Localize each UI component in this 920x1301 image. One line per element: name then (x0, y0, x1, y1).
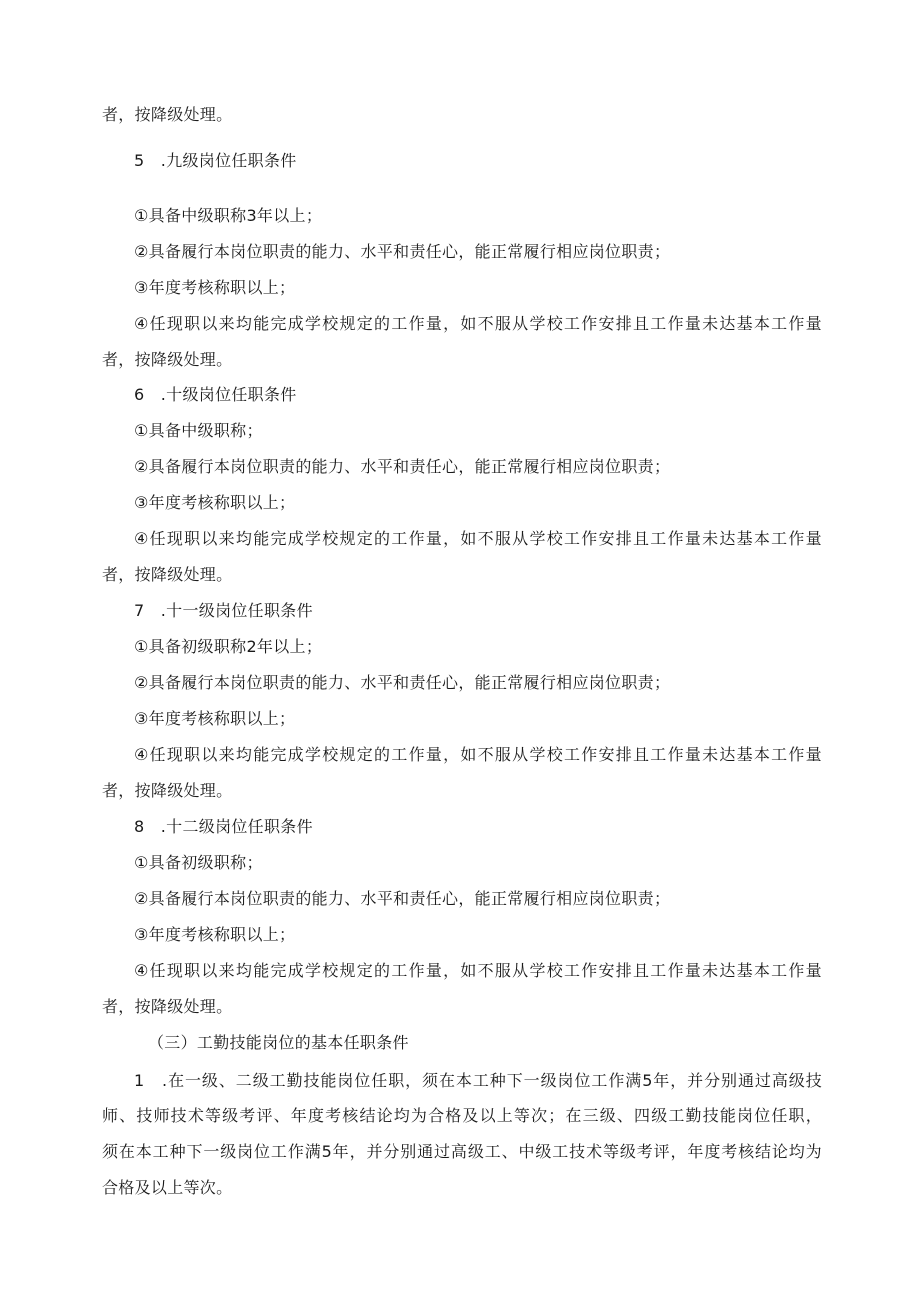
list-item: ①具备初级职称2年以上； (134, 637, 323, 656)
list-item: ③年度考核称职以上； (134, 709, 296, 728)
text-line: 者，按降级处理。 (102, 997, 233, 1016)
list-item: ④任现职以来均能完成学校规定的工作量，如不服从学校工作安排且工作量未达基本工作量 (134, 529, 822, 548)
text-line: 者，按降级处理。 (102, 105, 233, 124)
list-item: ②具备履行本岗位职责的能力、水平和责任心，能正常履行相应岗位职责； (134, 457, 671, 476)
list-item: ①具备中级职称； (134, 421, 263, 440)
paragraph-line: 合格及以上等次。 (102, 1178, 233, 1197)
list-item: ③年度考核称职以上； (134, 925, 296, 944)
section-heading: 8 .十二级岗位任职条件 (134, 817, 313, 836)
section-heading: （三）工勤技能岗位的基本任职条件 (148, 1033, 409, 1052)
text-line: 者，按降级处理。 (102, 350, 233, 369)
list-item: ①具备中级职称3年以上； (134, 206, 323, 225)
list-item: ③年度考核称职以上； (134, 493, 296, 512)
text-line: 者，按降级处理。 (102, 565, 233, 584)
text-line: 者，按降级处理。 (102, 781, 233, 800)
section-heading: 6 .十级岗位任职条件 (134, 385, 297, 404)
paragraph-line: 1 .在一级、二级工勤技能岗位任职，须在本工种下一级岗位工作满5年，并分别通过高级技 (134, 1071, 822, 1090)
section-heading: 7 .十一级岗位任职条件 (134, 601, 313, 620)
list-item: ②具备履行本岗位职责的能力、水平和责任心，能正常履行相应岗位职责； (134, 889, 671, 908)
list-item: ④任现职以来均能完成学校规定的工作量，如不服从学校工作安排且工作量未达基本工作量 (134, 314, 822, 333)
list-item: ③年度考核称职以上； (134, 278, 296, 297)
list-item: ②具备履行本岗位职责的能力、水平和责任心，能正常履行相应岗位职责； (134, 242, 671, 261)
list-item: ④任现职以来均能完成学校规定的工作量，如不服从学校工作安排且工作量未达基本工作量 (134, 745, 822, 764)
list-item: ④任现职以来均能完成学校规定的工作量，如不服从学校工作安排且工作量未达基本工作量 (134, 961, 822, 980)
paragraph-line: 师、技师技术等级考评、年度考核结论均为合格及以上等次；在三级、四级工勤技能岗位任职， (102, 1106, 822, 1125)
paragraph-line: 须在本工种下一级岗位工作满5年，并分别通过高级工、中级工技术等级考评，年度考核结论均为 (102, 1142, 822, 1161)
list-item: ①具备初级职称； (134, 853, 263, 872)
list-item: ②具备履行本岗位职责的能力、水平和责任心，能正常履行相应岗位职责； (134, 673, 671, 692)
section-heading: 5 .九级岗位任职条件 (134, 151, 297, 170)
